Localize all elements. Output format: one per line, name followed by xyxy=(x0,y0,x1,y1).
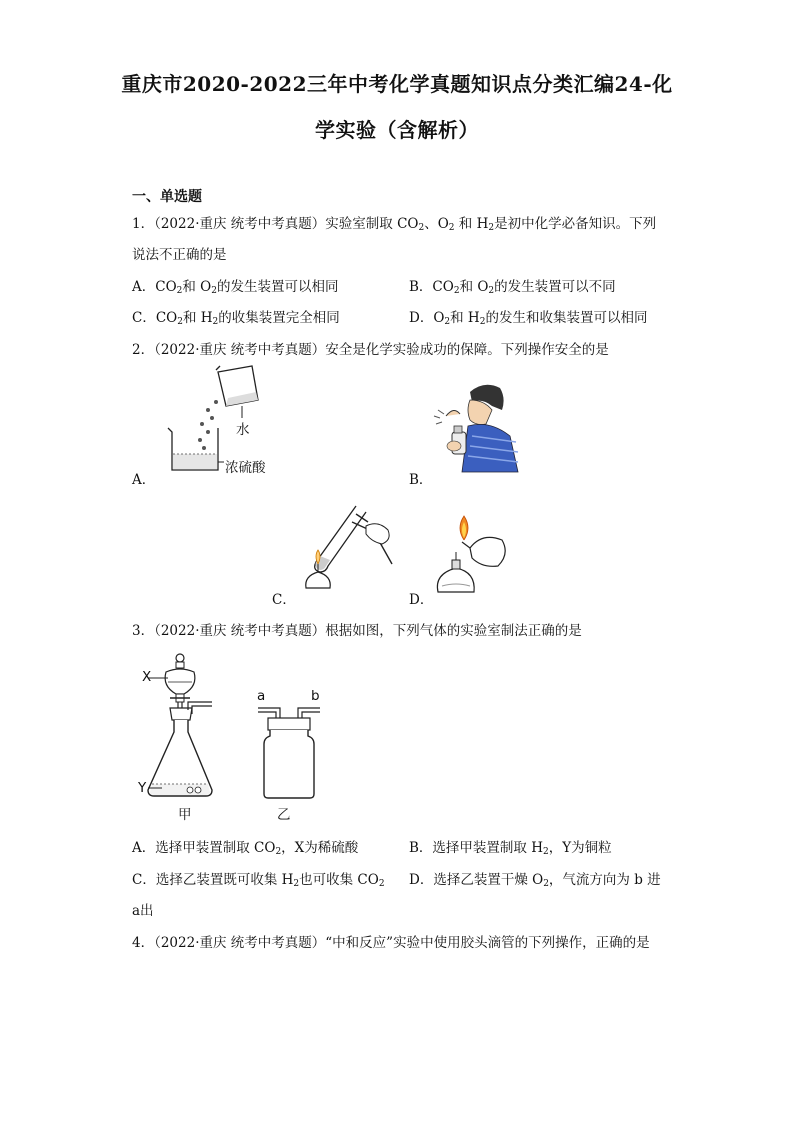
question-3-option-d-line2: a出 xyxy=(132,903,154,919)
label-yi: 乙 xyxy=(277,807,291,823)
smelling-figure xyxy=(432,380,524,476)
page-title: 重庆市2020-2022三年中考化学真题知识点分类汇编24-化 xyxy=(121,72,673,96)
question-3-stem: 3．（2022·重庆 统考中考真题）根据如图，下列气体的实验室制法正确的是 xyxy=(132,623,582,639)
question-2-option-b[interactable]: B． xyxy=(409,472,433,488)
question-2-option-a[interactable]: A． xyxy=(132,472,156,488)
question-1-option-a[interactable]: A．$CO_2$和 $O_2$的发生装置可以相同 xyxy=(132,279,339,296)
question-2-option-c[interactable]: C． xyxy=(272,592,296,608)
label-a: a xyxy=(257,688,266,704)
question-3-option-a[interactable]: A．选择甲装置制取 $CO_2$，X为稀硫酸 xyxy=(132,840,359,857)
label-y: Y xyxy=(138,780,147,796)
question-3-option-b[interactable]: B．选择甲装置制取 $H_2$，Y为铜粒 xyxy=(409,840,612,857)
label-jia: 甲 xyxy=(178,807,192,823)
label-x: X xyxy=(142,669,152,685)
question-1-option-d[interactable]: D．$O_2$和 $H_2$的发生和收集装置可以相同 xyxy=(409,310,648,327)
question-2-stem: 2．（2022·重庆 统考中考真题）安全是化学实验成功的保障。下列操作安全的是 xyxy=(132,342,609,358)
question-1-stem-line2: 说法不正确的是 xyxy=(132,247,227,263)
page-title-line2: 学实验（含解析） xyxy=(315,118,479,142)
apparatus-yi xyxy=(254,700,324,800)
section-heading: 一、单选题 xyxy=(132,189,202,205)
lighting-lamp-figure xyxy=(432,512,512,598)
heating-tube-figure xyxy=(296,500,400,592)
question-1-stem: 1．（2022·重庆 统考中考真题）实验室制取 $CO_2$、$O_2$ 和 $H_2$是初中化学必备知识。下列 xyxy=(132,216,657,233)
question-1-option-c[interactable]: C．$CO_2$和 $H_2$的收集装置完全相同 xyxy=(132,310,340,327)
label-conc-sulfuric-acid: 浓硫酸 xyxy=(225,460,266,476)
question-3-option-c[interactable]: C．选择乙装置既可收集 $H_2$也可收集 $CO_2$ xyxy=(132,872,385,889)
question-2-option-d[interactable]: D． xyxy=(409,592,434,608)
label-water: 水 xyxy=(236,422,250,438)
question-1-option-b[interactable]: B．$CO_2$和 $O_2$的发生装置可以不同 xyxy=(409,279,616,296)
apparatus-jia xyxy=(140,652,230,802)
label-b: b xyxy=(311,688,320,704)
question-3-option-d[interactable]: D．选择乙装置干燥 $O_2$，气流方向为 b 进 xyxy=(409,872,661,889)
question-4-stem: 4．（2022·重庆 统考中考真题）“中和反应”实验中使用胶头滴管的下列操作，正确的是 xyxy=(132,935,650,951)
